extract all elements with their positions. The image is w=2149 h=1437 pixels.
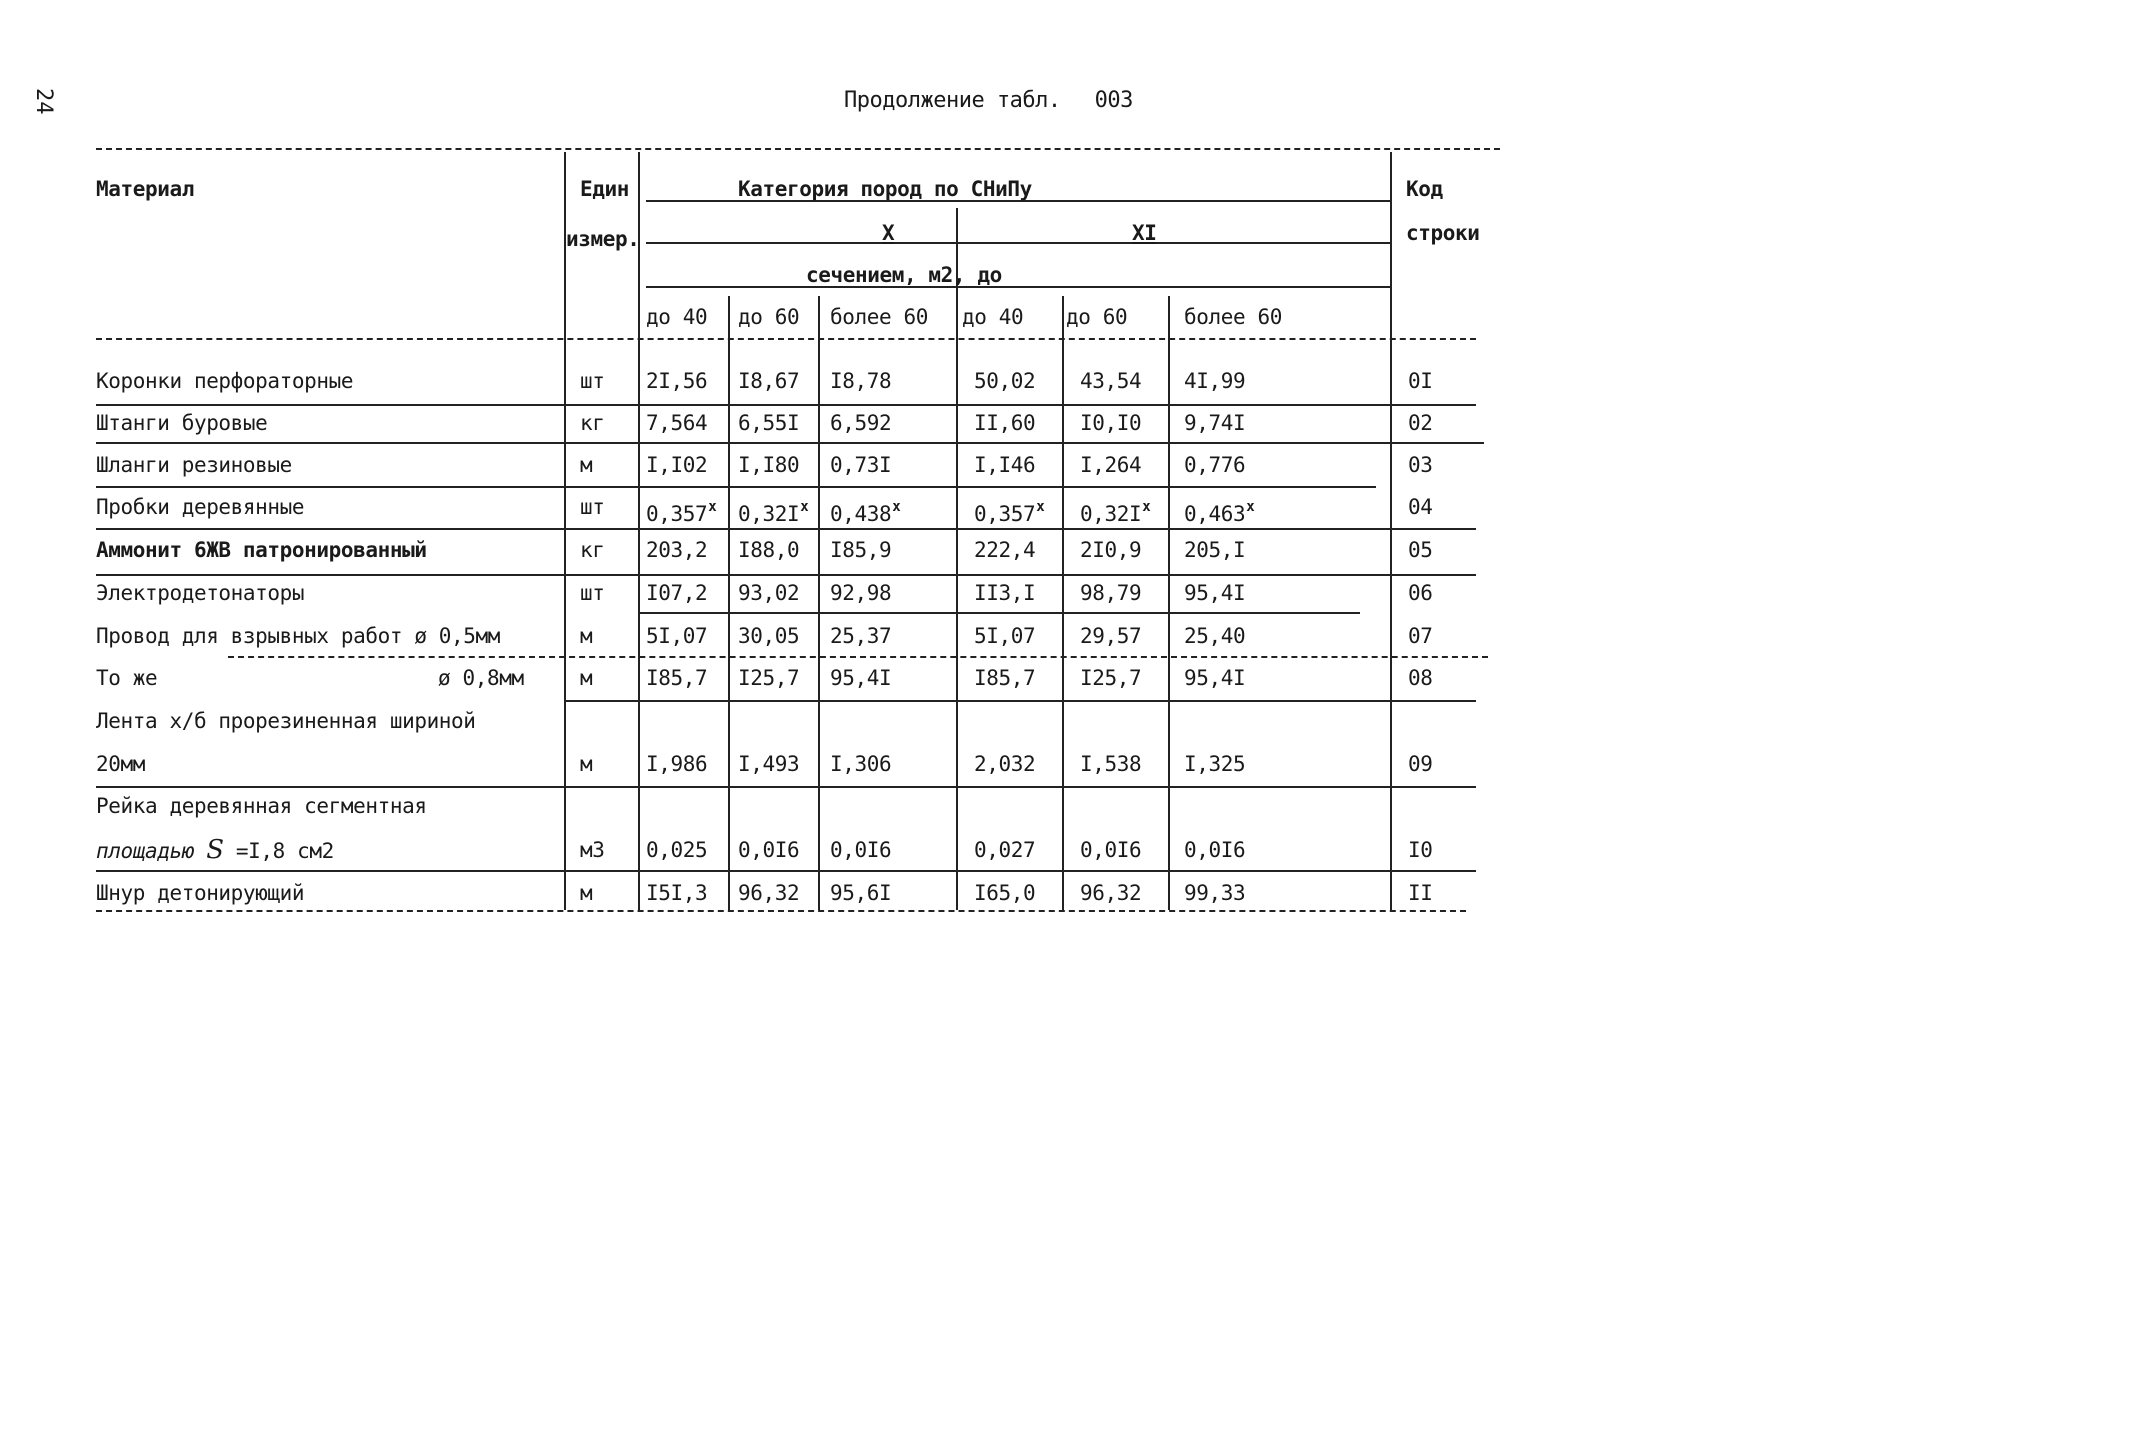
header-code-line2: строки [1406, 221, 1480, 245]
header-category-x: X [882, 221, 895, 245]
value-cell: I85,7 [974, 666, 1036, 690]
value-text: 0,32I [1080, 502, 1142, 526]
value-cell: 6,592 [830, 411, 892, 435]
value-text: 0,438 [830, 502, 892, 526]
row-code: 03 [1408, 453, 1433, 477]
value-cell: I85,9 [830, 538, 892, 562]
page-number: 24 [31, 88, 56, 115]
header-category-xi: XI [1132, 221, 1157, 245]
footnote-mark: x [1036, 499, 1045, 515]
value-cell: 92,98 [830, 581, 892, 605]
value-cell: 25,40 [1184, 624, 1246, 648]
area-symbol: S [206, 835, 224, 865]
value-cell: 93,02 [738, 581, 800, 605]
value-cell: 29,57 [1080, 624, 1142, 648]
row-code: 04 [1408, 495, 1433, 519]
material-name: Провод для взрывных работ ø 0,5мм [96, 624, 501, 648]
value-cell: I07,2 [646, 581, 708, 605]
row-rule [96, 486, 1376, 488]
unit-cell: м [580, 666, 593, 690]
value-cell: 2I0,9 [1080, 538, 1142, 562]
column-header: до 40 [646, 305, 708, 329]
column-header: до 60 [1066, 305, 1128, 329]
vline-code [1390, 152, 1392, 910]
value-cell: 95,4I [1184, 666, 1246, 690]
table-caption [844, 88, 1133, 113]
value-cell: I88,0 [738, 538, 800, 562]
row-code: II [1408, 881, 1433, 905]
material-name: То же [96, 666, 158, 690]
column-header: более 60 [1184, 305, 1282, 329]
unit-cell: шт [580, 369, 605, 393]
material-name: Аммонит 6ЖВ патронированный [96, 538, 427, 562]
area-value: =I,8 см2 [235, 839, 334, 863]
vline-col5 [1062, 296, 1064, 910]
unit-cell: м [580, 624, 593, 648]
value-cell: 25,37 [830, 624, 892, 648]
value-cell: 9,74I [1184, 411, 1246, 435]
unit-cell: м [580, 881, 593, 905]
footnote-mark: x [1246, 499, 1255, 515]
value-cell: I25,7 [738, 666, 800, 690]
material-name: Шланги резиновые [96, 453, 292, 477]
value-cell: 2I,56 [646, 369, 708, 393]
value-cell [646, 494, 716, 527]
value-cell: 0,027 [974, 838, 1036, 862]
header-unit-line1: Един [580, 177, 629, 201]
value-cell: 205,I [1184, 538, 1246, 562]
header-material: Материал [96, 177, 194, 201]
value-cell: I,264 [1080, 453, 1142, 477]
material-name: Штанги буровые [96, 411, 268, 435]
xi-header-line [646, 242, 1390, 244]
material-name-line2 [96, 837, 334, 864]
column-header: более 60 [830, 305, 928, 329]
table-top-dashed-rule [96, 148, 1500, 150]
row-rule [96, 574, 1476, 576]
value-text: 0,357 [646, 502, 708, 526]
unit-cell: м [580, 453, 593, 477]
value-cell: 96,32 [738, 881, 800, 905]
material-name-line2: 20мм [96, 752, 145, 776]
value-cell: 0,0I6 [738, 838, 800, 862]
value-cell: 222,4 [974, 538, 1036, 562]
value-cell: 98,79 [1080, 581, 1142, 605]
vline-col6 [1168, 296, 1170, 910]
row-code: 09 [1408, 752, 1433, 776]
vline-values-left [638, 152, 640, 910]
material-name: Пробки деревянные [96, 495, 305, 519]
value-cell: 0,0I6 [1080, 838, 1142, 862]
value-cell: II,60 [974, 411, 1036, 435]
row-code: 05 [1408, 538, 1433, 562]
value-text: 0,463 [1184, 502, 1246, 526]
value-cell: 0,0I6 [830, 838, 892, 862]
value-cell: 99,33 [1184, 881, 1246, 905]
value-cell: I,538 [1080, 752, 1142, 776]
value-cell [974, 494, 1044, 527]
row-rule [96, 870, 1476, 872]
unit-cell: кг [580, 538, 605, 562]
row-rule [96, 528, 1476, 530]
value-cell: I,986 [646, 752, 708, 776]
material-name: Шнур детонирующий [96, 881, 305, 905]
footnote-mark: x [708, 499, 717, 515]
column-header: до 40 [962, 305, 1024, 329]
value-cell: 95,4I [830, 666, 892, 690]
header-category: Категория пород по СНиПу [738, 177, 1032, 201]
header-code-line1: Код [1406, 177, 1443, 201]
header-unit-line2: измер. [566, 227, 640, 251]
row-code: 0I [1408, 369, 1433, 393]
value-cell [830, 494, 900, 527]
value-cell: I65,0 [974, 881, 1036, 905]
unit-cell: шт [580, 495, 605, 519]
row-rule [228, 656, 1488, 658]
value-cell [738, 494, 808, 527]
value-cell [1184, 494, 1254, 527]
value-cell: I,I46 [974, 453, 1036, 477]
value-cell: I85,7 [646, 666, 708, 690]
material-name-extra: ø 0,8мм [438, 666, 524, 690]
column-header: до 60 [738, 305, 800, 329]
unit-cell: шт [580, 581, 605, 605]
value-cell: 2,032 [974, 752, 1036, 776]
table-bottom-dashed-rule [96, 910, 1466, 912]
value-cell: 50,02 [974, 369, 1036, 393]
value-cell: I,493 [738, 752, 800, 776]
row-rule [640, 612, 1360, 614]
value-cell: 7,564 [646, 411, 708, 435]
value-cell: I25,7 [1080, 666, 1142, 690]
footnote-mark: x [1142, 499, 1151, 515]
footnote-mark: x [800, 499, 809, 515]
vline-x-xi [956, 208, 958, 910]
value-cell: I8,67 [738, 369, 800, 393]
header-bottom-dashed-rule [96, 338, 1476, 340]
vline-col2 [728, 296, 730, 910]
value-cell: I,I80 [738, 453, 800, 477]
row-rule [96, 404, 1476, 406]
value-cell: 95,4I [1184, 581, 1246, 605]
value-cell: I5I,3 [646, 881, 708, 905]
value-cell: 5I,07 [646, 624, 708, 648]
row-code: 02 [1408, 411, 1433, 435]
value-cell: 30,05 [738, 624, 800, 648]
unit-cell: кг [580, 411, 605, 435]
unit-cell: м3 [580, 838, 605, 862]
value-cell: I0,I0 [1080, 411, 1142, 435]
value-cell [1080, 494, 1150, 527]
value-cell: 6,55I [738, 411, 800, 435]
row-rule [96, 786, 1476, 788]
value-cell: II3,I [974, 581, 1036, 605]
value-cell: I,325 [1184, 752, 1246, 776]
value-cell: 0,0I6 [1184, 838, 1246, 862]
row-code: 07 [1408, 624, 1433, 648]
row-code: 08 [1408, 666, 1433, 690]
value-cell: 0,776 [1184, 453, 1246, 477]
value-text: 0,32I [738, 502, 800, 526]
value-cell: 43,54 [1080, 369, 1142, 393]
value-cell: 203,2 [646, 538, 708, 562]
value-cell: I8,78 [830, 369, 892, 393]
material-name: Коронки перфораторные [96, 369, 354, 393]
value-cell: I,I02 [646, 453, 708, 477]
row-rule [566, 700, 1476, 702]
header-section: сечением, м2, до [806, 263, 1002, 287]
area-label: площадью [96, 839, 194, 863]
material-name: Рейка деревянная сегментная [96, 794, 427, 818]
unit-cell: м [580, 752, 593, 776]
value-cell: 95,6I [830, 881, 892, 905]
row-rule [96, 442, 1484, 444]
value-cell: 96,32 [1080, 881, 1142, 905]
value-cell: 0,73I [830, 453, 892, 477]
value-cell: 0,025 [646, 838, 708, 862]
row-code: I0 [1408, 838, 1433, 862]
caption-table-code: 003 [1094, 88, 1133, 113]
vline-unit [564, 152, 566, 910]
material-name: Электродетонаторы [96, 581, 305, 605]
value-cell: 4I,99 [1184, 369, 1246, 393]
section-header-underline [646, 286, 1390, 288]
material-name: Лента х/б прорезиненная шириной [96, 709, 476, 733]
footnote-mark: x [892, 499, 901, 515]
value-cell: 5I,07 [974, 624, 1036, 648]
vline-col3 [818, 296, 820, 910]
caption-text: Продолжение табл. [844, 88, 1061, 113]
value-cell: I,306 [830, 752, 892, 776]
value-text: 0,357 [974, 502, 1036, 526]
row-code: 06 [1408, 581, 1433, 605]
